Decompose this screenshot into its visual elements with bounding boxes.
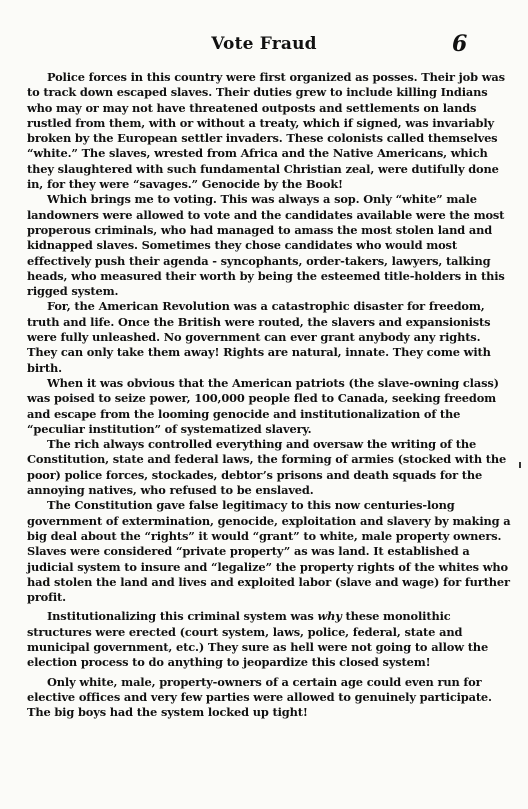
emphasized-word: why xyxy=(317,609,342,624)
paragraph: When it was obvious that the American patriots (the slave-owning class) was poised to seize power, 100,000 people fled to Canada, seeking freedom and escape from the looming genocide and institutionalization of the “peculiar institution” of systematized slavery. xyxy=(27,375,499,436)
paragraph: Which brings me to voting. This was always a sop. Only “white” male landowners were allowed to vote and the candidates available were the most properous criminals, who had managed to amass the most stolen land and kidnapped slaves. Sometimes they chose candidates who would most effectively push their agenda - syncophants, order-takers, lawyers, talking heads, who measured their worth by being the esteemed title-holders in this rigged system. xyxy=(27,192,505,299)
scan-mark xyxy=(519,462,521,468)
article-body xyxy=(27,70,511,720)
paragraph: Only white, male, property-owners of a certain age could even run for elective offices and very few parties were allowed to genuinely participate. The big boys had the system locked up tight! xyxy=(27,674,492,720)
paragraph: The Constitution gave false legitimacy to this now centuries-long government of extermination, genocide, exploitation and slavery by making a big deal about the “rights” it would “grant” to white, male property owners. Slaves were considered “private property” as was land. It established a judicial system to insure and “legalize” the property rights of the whites who had stolen the land and lives and exploited labor (slave and wage) for further profit. xyxy=(27,498,511,605)
paragraph: For, the American Revolution was a catastrophic disaster for freedom, truth and life. Once the British were routed, the slavers and expansionists were fully unleashed. No government can ever grant anybody any rights. They can only take them away! Rights are natural, innate. They come with birth. xyxy=(27,299,491,375)
paragraph-text-end: these monolithic structures were erected (court system, laws, police, federal, state and municipal government, etc.) They sure as hell were not going to allow the election process to do anything to jeopardize this closed system! xyxy=(27,609,489,670)
paragraph-text-start: Institutionalizing this criminal system was xyxy=(47,609,318,624)
page-number: 6 xyxy=(452,31,468,57)
paragraph: Police forces in this country were first organized as posses. Their job was to track down escaped slaves. Their duties grew to include killing Indians who may or may not have threatened outposts and settlements on lands rustled from them, with or without a treaty, which if signed, was invariably broken by the European settler invaders. These colonists called themselves “white.” The slaves, wrested from Africa and the Native Americans, which they slaughtered with such fundamental Christian zeal, were dutifully done in, for they were “savages.” Genocide by the Book! xyxy=(27,70,505,192)
paragraph: The rich always controlled everything and oversaw the writing of the Constitution, state and federal laws, the forming of armies (stocked with the poor) police forces, stockades, debtor’s prisons and death squads for the annoying natives, who refused to be enslaved. xyxy=(27,437,507,498)
page-title: Vote Fraud xyxy=(211,34,317,54)
paragraph xyxy=(27,609,511,670)
